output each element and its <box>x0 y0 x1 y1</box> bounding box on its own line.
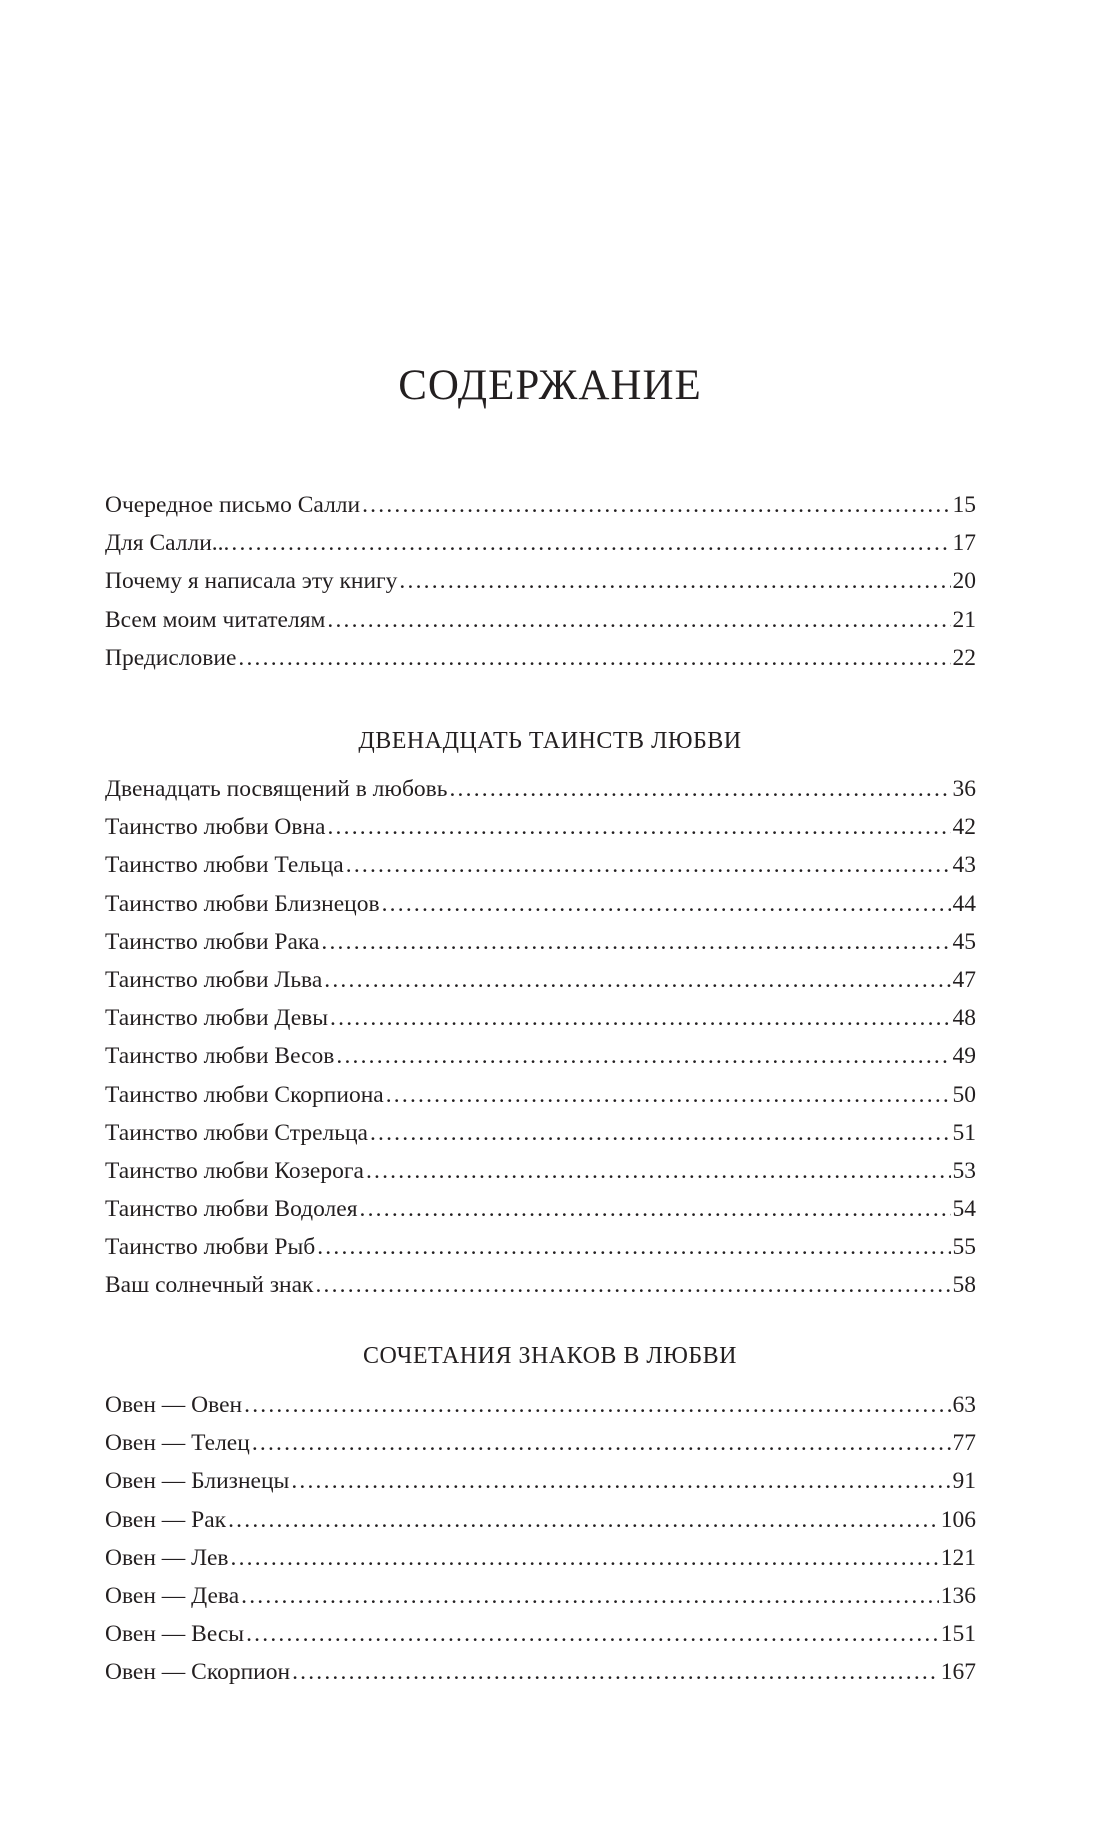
toc-entry-page-number: 50 <box>952 1081 976 1108</box>
toc-entry-page-number: 167 <box>940 1659 976 1686</box>
toc-entry-title: Овен — Дева <box>105 1582 240 1609</box>
toc-entry-page-number: 44 <box>952 890 976 917</box>
toc-entry[interactable] <box>105 1577 976 1615</box>
toc-entry-page-number: 47 <box>952 966 976 993</box>
toc-section-sign-combinations <box>105 1386 976 1692</box>
dot-leader <box>327 601 950 639</box>
dot-leader <box>327 808 950 846</box>
toc-entry[interactable] <box>105 1037 976 1075</box>
toc-entry[interactable] <box>105 1462 976 1500</box>
dot-leader <box>370 1114 951 1152</box>
dot-leader <box>252 1424 951 1462</box>
toc-entry-title: Овен — Скорпион <box>105 1659 291 1686</box>
toc-entry-title: Овен — Лев <box>105 1544 229 1571</box>
toc-entry-title: Очередное письмо Салли <box>105 492 361 518</box>
toc-entry-page-number: 17 <box>952 530 976 557</box>
toc-entry-title: Таинство любви Овна <box>105 814 326 841</box>
dot-leader <box>231 524 950 562</box>
toc-entry-page-number: 55 <box>952 1234 976 1261</box>
dot-leader <box>386 1076 951 1114</box>
toc-entry-page-number: 22 <box>952 644 976 671</box>
toc-entry-page-number: 51 <box>952 1119 976 1146</box>
toc-entry[interactable] <box>105 846 976 884</box>
toc-entry[interactable] <box>105 524 976 562</box>
toc-entry[interactable] <box>105 486 976 524</box>
toc-entry[interactable] <box>105 1501 976 1539</box>
toc-entry[interactable] <box>105 1539 976 1577</box>
toc-entry-page-number: 48 <box>952 1005 976 1032</box>
toc-section-twelve-mysteries <box>105 770 976 1305</box>
dot-leader <box>330 999 950 1037</box>
toc-entry-page-number: 54 <box>952 1196 976 1223</box>
toc-entry-page-number: 45 <box>952 928 976 955</box>
toc-entry-title: Овен — Овен <box>105 1392 243 1418</box>
section-heading-sign-combinations: СОЧЕТАНИЯ ЗНАКОВ В ЛЮБВИ <box>363 1343 737 1369</box>
dot-leader <box>317 1228 950 1266</box>
toc-entry[interactable] <box>105 1190 976 1228</box>
dot-leader <box>241 1577 939 1615</box>
toc-entry-page-number: 77 <box>952 1430 976 1457</box>
dot-leader <box>228 1501 939 1539</box>
toc-entry-title: Предисловие <box>105 644 237 671</box>
toc-entry-page-number: 21 <box>952 606 976 633</box>
dot-leader <box>321 923 950 961</box>
toc-entry-title: Овен — Телец <box>105 1430 250 1457</box>
toc-entry-page-number: 136 <box>940 1582 976 1609</box>
dot-leader <box>292 1653 939 1691</box>
toc-entry-title: Таинство любви Близнецов <box>105 890 380 917</box>
dot-leader <box>382 885 951 923</box>
toc-entry[interactable] <box>105 808 976 846</box>
toc-entry-page-number: 42 <box>952 814 976 841</box>
dot-leader <box>360 1190 951 1228</box>
toc-entry-title: Овен — Рак <box>105 1506 227 1533</box>
toc-entry[interactable] <box>105 601 976 639</box>
toc-entry[interactable] <box>105 885 976 923</box>
toc-entry-page-number: 36 <box>952 776 976 802</box>
toc-entry-title: Овен — Весы <box>105 1621 245 1648</box>
toc-entry-page-number: 63 <box>952 1392 976 1418</box>
toc-entry-page-number: 53 <box>952 1157 976 1184</box>
toc-entry[interactable] <box>105 639 976 677</box>
toc-entry[interactable] <box>105 1266 976 1304</box>
toc-entry-page-number: 151 <box>940 1621 976 1648</box>
dot-leader <box>336 1037 950 1075</box>
dot-leader <box>449 770 950 808</box>
toc-entry[interactable] <box>105 1114 976 1152</box>
toc-entry-title: Таинство любви Скорпиона <box>105 1081 384 1108</box>
toc-entry-page-number: 121 <box>940 1544 976 1571</box>
toc-entry[interactable] <box>105 1152 976 1190</box>
dot-leader <box>399 562 950 600</box>
dot-leader <box>244 1386 950 1424</box>
toc-intro-list <box>105 486 976 677</box>
dot-leader <box>246 1615 939 1653</box>
toc-entry-title: Ваш солнечный знак <box>105 1272 314 1299</box>
toc-entry-page-number: 58 <box>952 1272 976 1299</box>
toc-entry[interactable] <box>105 1424 976 1462</box>
toc-entry-title: Таинство любви Рыб <box>105 1234 316 1261</box>
toc-entry-title: Таинство любви Водолея <box>105 1196 358 1223</box>
toc-entry-title: Таинство любви Девы <box>105 1005 329 1032</box>
dot-leader <box>315 1266 950 1304</box>
toc-entry-title: Таинство любви Весов <box>105 1043 335 1070</box>
toc-entry[interactable] <box>105 770 976 808</box>
toc-entry[interactable] <box>105 999 976 1037</box>
toc-entry-page-number: 91 <box>952 1468 976 1495</box>
toc-entry-page-number: 15 <box>952 492 976 518</box>
dot-leader <box>346 846 951 884</box>
toc-entry[interactable] <box>105 961 976 999</box>
toc-entry[interactable] <box>105 562 976 600</box>
dot-leader <box>324 961 950 999</box>
toc-entry-page-number: 106 <box>940 1506 976 1533</box>
toc-entry-title: Всем моим читателям <box>105 606 326 633</box>
toc-entry[interactable] <box>105 1653 976 1691</box>
dot-leader <box>238 639 950 677</box>
toc-entry-page-number: 43 <box>952 852 976 879</box>
dot-leader <box>366 1152 951 1190</box>
toc-entry-title: Двенадцать посвящений в любовь <box>105 776 448 802</box>
dot-leader <box>291 1462 950 1500</box>
toc-entry-title: Для Салли... <box>105 530 230 557</box>
dot-leader <box>231 1539 939 1577</box>
toc-entry[interactable] <box>105 1228 976 1266</box>
toc-entry[interactable] <box>105 923 976 961</box>
toc-entry-title: Таинство любви Козерога <box>105 1157 364 1184</box>
toc-entry-title: Почему я написала эту книгу <box>105 568 398 595</box>
toc-entry-title: Таинство любви Рака <box>105 928 320 955</box>
toc-entry[interactable] <box>105 1386 976 1424</box>
page-title: СОДЕРЖАНИЕ <box>398 362 702 409</box>
toc-entry-page-number: 20 <box>952 568 976 595</box>
toc-entry-title: Овен — Близнецы <box>105 1468 290 1495</box>
toc-entry-page-number: 49 <box>952 1043 976 1070</box>
section-heading-twelve-mysteries: ДВЕНАДЦАТЬ ТАИНСТВ ЛЮБВИ <box>358 728 742 754</box>
dot-leader <box>362 486 950 524</box>
toc-entry-title: Таинство любви Стрельца <box>105 1119 368 1146</box>
toc-entry-title: Таинство любви Льва <box>105 966 323 993</box>
toc-entry-title: Таинство любви Тельца <box>105 852 344 879</box>
toc-entry[interactable] <box>105 1615 976 1653</box>
toc-entry[interactable] <box>105 1076 976 1114</box>
